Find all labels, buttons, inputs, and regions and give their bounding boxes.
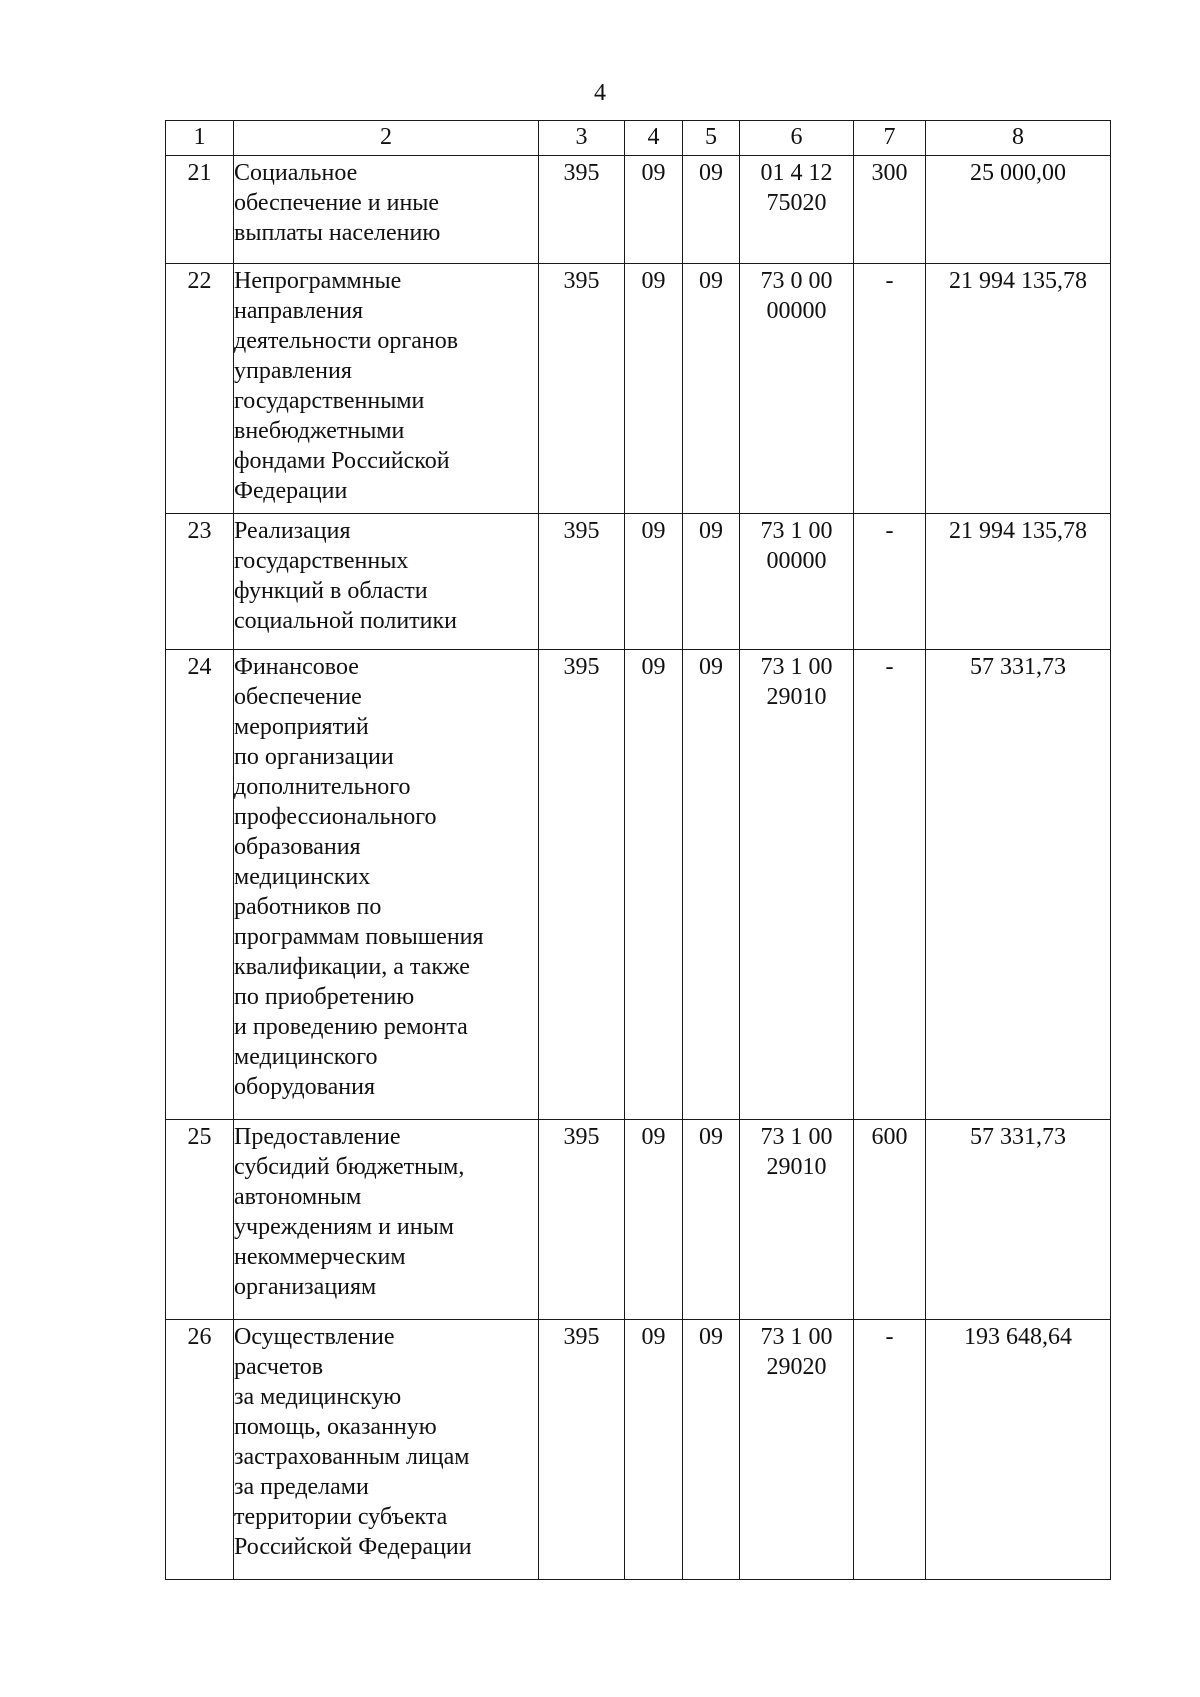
row-col-7: 300 <box>854 156 926 264</box>
row-col-7: - <box>854 1320 926 1580</box>
row-col-3: 395 <box>539 1120 625 1320</box>
row-code-text: 73 1 00 29010 <box>760 1124 833 1180</box>
row-col-6 <box>740 1120 854 1320</box>
row-number: 24 <box>166 650 234 1120</box>
row-name-text: Финансовое обеспечение мероприятий по организации дополнительного профессионального образования медицинских работников по программам повышения квалификации, а также по приобретению и проведению ремонта медицинского оборудования <box>234 654 484 1100</box>
row-col-7: - <box>854 650 926 1120</box>
row-col-4: 09 <box>625 156 683 264</box>
table-row <box>166 514 1111 650</box>
row-col-6 <box>740 1320 854 1580</box>
row-code-text: 01 4 12 75020 <box>760 160 833 216</box>
row-name <box>234 156 539 264</box>
row-name <box>234 264 539 514</box>
row-col-5: 09 <box>683 264 740 514</box>
row-code-text: 73 0 00 00000 <box>760 268 833 324</box>
row-name <box>234 1120 539 1320</box>
header-col-3: 3 <box>539 121 625 156</box>
row-col-5: 09 <box>683 156 740 264</box>
table-row <box>166 264 1111 514</box>
row-col-7: - <box>854 264 926 514</box>
table-row <box>166 650 1111 1120</box>
row-number: 26 <box>166 1320 234 1580</box>
row-number: 22 <box>166 264 234 514</box>
row-col-5: 09 <box>683 1320 740 1580</box>
row-col-4: 09 <box>625 650 683 1120</box>
row-col-3: 395 <box>539 156 625 264</box>
header-col-5: 5 <box>683 121 740 156</box>
row-amount: 21 994 135,78 <box>926 264 1111 514</box>
row-col-6 <box>740 650 854 1120</box>
row-amount: 193 648,64 <box>926 1320 1111 1580</box>
row-name <box>234 514 539 650</box>
table-header <box>166 121 1111 156</box>
page-number: 4 <box>594 80 606 106</box>
row-name-text: Социальное обеспечение и иные выплаты населению <box>234 160 441 246</box>
row-col-7: 600 <box>854 1120 926 1320</box>
row-col-4: 09 <box>625 1320 683 1580</box>
row-col-7: - <box>854 514 926 650</box>
row-col-5: 09 <box>683 514 740 650</box>
row-col-6 <box>740 156 854 264</box>
row-name-text: Реализация государственных функций в области социальной политики <box>234 518 457 634</box>
row-col-6 <box>740 264 854 514</box>
row-col-3: 395 <box>539 264 625 514</box>
row-col-3: 395 <box>539 1320 625 1580</box>
row-amount: 21 994 135,78 <box>926 514 1111 650</box>
row-col-4: 09 <box>625 514 683 650</box>
header-col-7: 7 <box>854 121 926 156</box>
row-number: 25 <box>166 1120 234 1320</box>
row-name-text: Предоставление субсидий бюджетным, автономным учреждениям и иным некоммерческим организациям <box>234 1124 465 1300</box>
row-col-4: 09 <box>625 1120 683 1320</box>
row-code-text: 73 1 00 29010 <box>760 654 833 710</box>
row-amount: 57 331,73 <box>926 1120 1111 1320</box>
row-name-text: Непрограммные направления деятельности органов управления государственными внебюджетными фондами Российской Федерации <box>234 268 459 504</box>
row-col-6 <box>740 514 854 650</box>
row-name <box>234 650 539 1120</box>
row-col-4: 09 <box>625 264 683 514</box>
header-col-6: 6 <box>740 121 854 156</box>
row-col-5: 09 <box>683 1120 740 1320</box>
row-amount: 25 000,00 <box>926 156 1111 264</box>
row-col-3: 395 <box>539 650 625 1120</box>
row-code-text: 73 1 00 29020 <box>760 1324 833 1380</box>
table-row <box>166 1120 1111 1320</box>
row-col-3: 395 <box>539 514 625 650</box>
table-row <box>166 1320 1111 1580</box>
row-col-5: 09 <box>683 650 740 1120</box>
header-col-1: 1 <box>166 121 234 156</box>
table-row <box>166 156 1111 264</box>
budget-table <box>165 120 1111 1580</box>
row-amount: 57 331,73 <box>926 650 1111 1120</box>
row-number: 23 <box>166 514 234 650</box>
header-row <box>166 121 1111 156</box>
row-name <box>234 1320 539 1580</box>
header-col-4: 4 <box>625 121 683 156</box>
header-col-8: 8 <box>926 121 1111 156</box>
row-number: 21 <box>166 156 234 264</box>
row-name-text: Осуществление расчетов за медицинскую помощь, оказанную застрахованным лицам за пределами территории субъекта Российской Федерации <box>234 1324 472 1560</box>
header-col-2: 2 <box>234 121 539 156</box>
row-code-text: 73 1 00 00000 <box>760 518 833 574</box>
